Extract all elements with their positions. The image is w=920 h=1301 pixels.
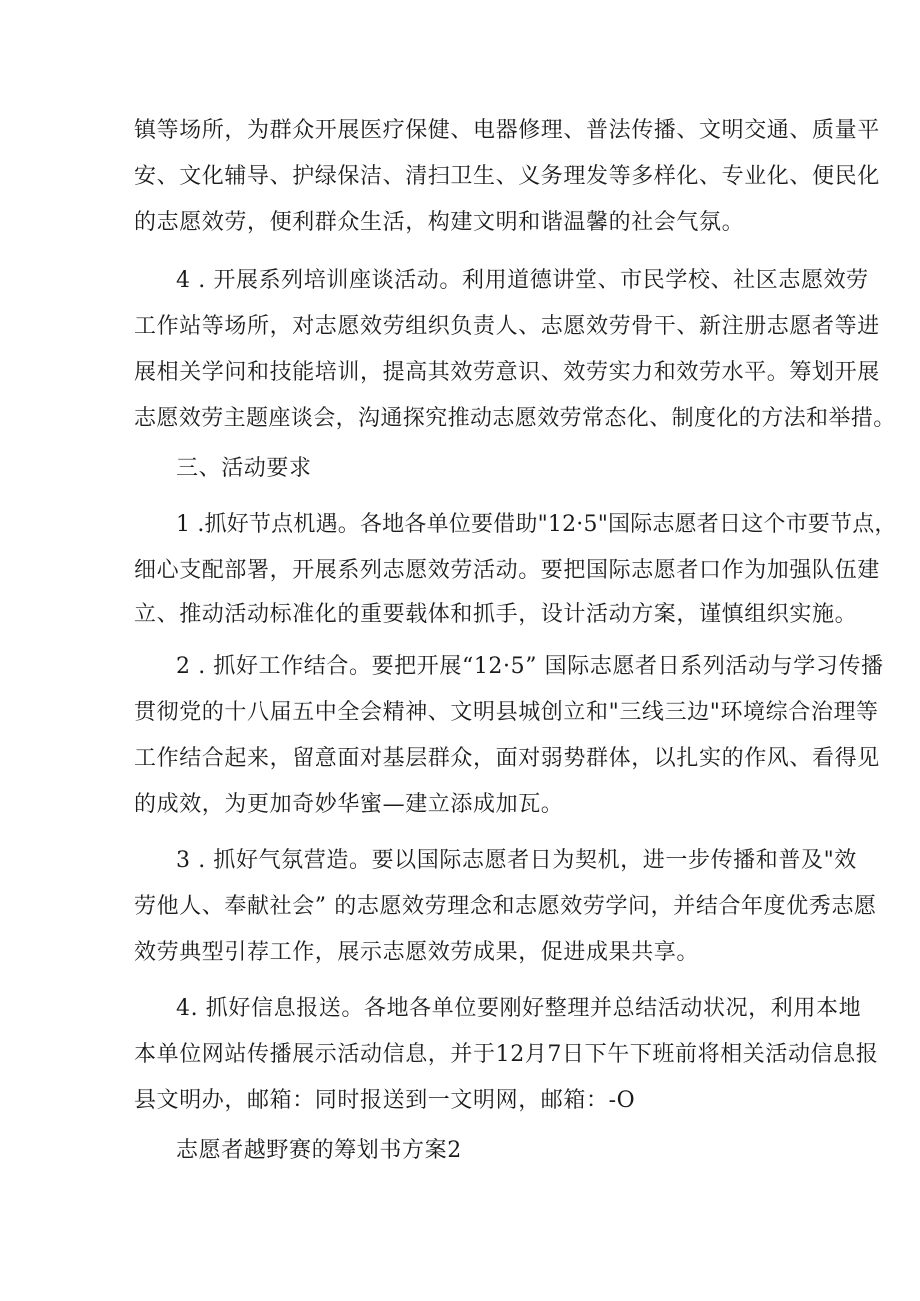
text-line: 效劳典型引荐工作，展示志愿效劳成果，促进成果共享。 xyxy=(134,940,700,965)
next-document-title: 志愿者越野赛的筹划书方案2 xyxy=(176,1138,462,1163)
text-line: 安、文化辅导、护绿保洁、清扫卫生、义务理发等多样化、专业化、便民化 xyxy=(134,164,880,189)
text-line: 的志愿效劳，便利群众生活，构建文明和谐温馨的社会气氛。 xyxy=(134,210,745,235)
text-line: 镇等场所，为群众开展医疗保健、电器修理、普法传播、文明交通、质量平 xyxy=(134,118,880,143)
text-line: 展相关学问和技能培训，提高其效劳意识、效劳实力和效劳水平。筹划开展 xyxy=(134,360,880,385)
text-line: 立、推动活动标准化的重要载体和抓手，设计活动方案，谨慎组织实施。 xyxy=(134,602,858,627)
text-line: 3 . 抓好气氛营造。要以国际志愿者日为契机，进一步传播和普及"效 xyxy=(176,848,857,873)
text-line: 2 . 抓好工作结合。要把开展“12·5” 国际志愿者日系列活动与学习传播 xyxy=(176,654,884,679)
text-line: 的成效，为更加奇妙华蜜—建立添成加瓦。 xyxy=(134,792,564,817)
text-line: 贯彻党的十八届五中全会精神、文明县城创立和"三线三边"环境综合治理等 xyxy=(134,700,879,725)
text-line: 4. 抓好信息报送。各地各单位要刚好整理并总结活动状况，利用本地 xyxy=(176,996,862,1021)
text-line: 劳他人、奉献社会” 的志愿效劳理念和志愿效劳学问，并结合年度优秀志愿 xyxy=(134,894,877,919)
section-heading: 三、活动要求 xyxy=(176,456,312,481)
text-line: 县文明办，邮箱：同时报送到一文明网，邮箱：-O xyxy=(134,1088,636,1113)
text-line: 本单位网站传播展示活动信息，并于12月7日下午下班前将相关活动信息报 xyxy=(134,1042,879,1067)
text-line: 4 . 开展系列培训座谈活动。利用道德讲堂、市民学校、社区志愿效劳 xyxy=(176,268,869,293)
text-line: 细心支配部署，开展系列志愿效劳活动。要把国际志愿者口作为加强队伍建 xyxy=(134,558,880,583)
text-line: 工作结合起来，留意面对基层群众，面对弱势群体，以扎实的作风、看得见 xyxy=(134,746,880,771)
text-line: 志愿效劳主题座谈会，沟通探究推动志愿效劳常态化、制度化的方法和举措。 xyxy=(134,406,896,431)
text-line: 1 .抓好节点机遇。各地各单位要借助"12·5"国际志愿者日这个市要节点， xyxy=(176,512,897,537)
text-line: 工作站等场所，对志愿效劳组织负责人、志愿效劳骨干、新注册志愿者等进 xyxy=(134,314,880,339)
